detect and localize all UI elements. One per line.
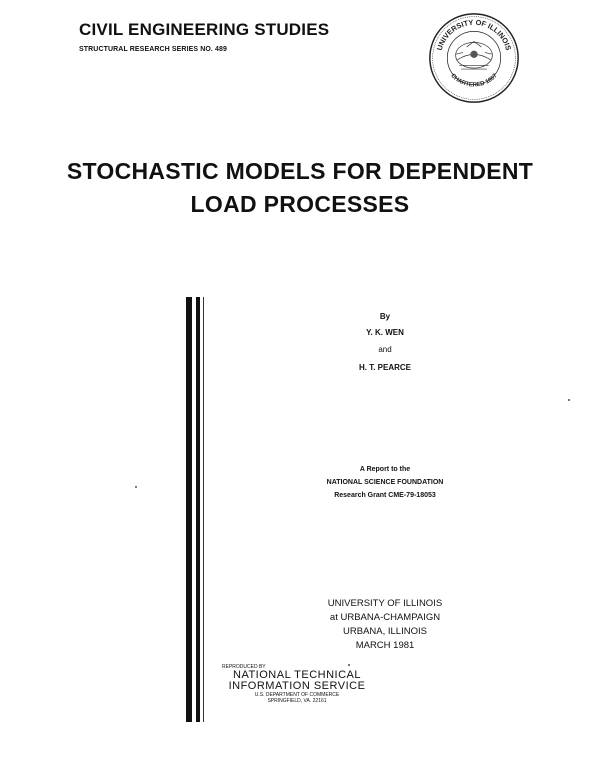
report-title-line-1: STOCHASTIC MODELS FOR DEPENDENT: [66, 158, 534, 184]
report-to-line: A Report to the: [359, 466, 411, 473]
scan-speck: [135, 486, 137, 488]
binding-bar: [196, 297, 200, 722]
svg-text:CHARTERED 1867: CHARTERED 1867: [449, 72, 499, 89]
ntis-stamp: [222, 664, 372, 704]
scan-speck: [568, 399, 570, 401]
scan-speck: [348, 664, 350, 666]
report-title-line-2: LOAD PROCESSES: [190, 191, 410, 217]
svg-text:UNIVERSITY OF ILLINOIS: UNIVERSITY OF ILLINOIS: [434, 17, 514, 52]
byline-label: By: [379, 312, 391, 321]
series-title: CIVIL ENGINEERING STUDIES: [79, 20, 330, 39]
binding-bar: [186, 297, 192, 722]
author-2: H. T. PEARCE: [358, 363, 411, 372]
university-seal-icon: [428, 12, 520, 104]
grant-number: Research Grant CME-79-18053: [334, 492, 436, 499]
binding-bar: [203, 297, 204, 722]
institution-line-1: UNIVERSITY OF ILLINOIS: [327, 598, 443, 609]
author-1: Y. K. WEN: [366, 328, 404, 337]
ntis-stamp-line: SPRINGFIELD, VA. 22161: [267, 698, 327, 704]
sponsor-name: NATIONAL SCIENCE FOUNDATION: [326, 479, 444, 486]
ntis-stamp-line: INFORMATION SERVICE: [228, 680, 366, 692]
ntis-stamp-line: U.S. DEPARTMENT OF COMMERCE: [254, 692, 340, 698]
author-conjunction: and: [378, 345, 392, 354]
publication-date: MARCH 1981: [355, 640, 415, 651]
institution-line-3: URBANA, ILLINOIS: [343, 626, 427, 637]
ntis-stamp-line: REPRODUCED BY: [222, 664, 266, 670]
ntis-stamp-line: NATIONAL TECHNICAL: [233, 669, 361, 681]
institution-line-2: at URBANA-CHAMPAIGN: [329, 612, 441, 623]
series-subtitle: STRUCTURAL RESEARCH SERIES NO. 489: [79, 46, 227, 53]
